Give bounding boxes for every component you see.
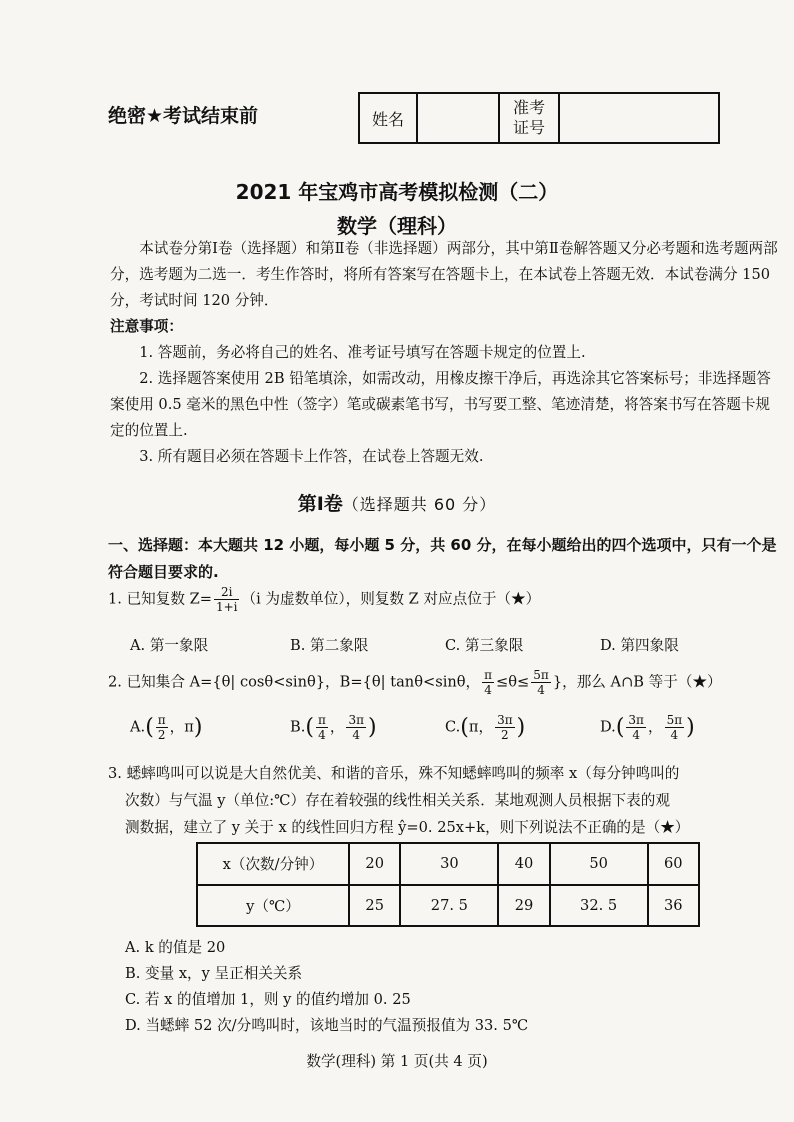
q2-option-c[interactable]: C.(π， $\frac{3\pi}{2}$ ) [445, 713, 526, 742]
question-3-line-1: 3. 蟋蟀鸣叫可以说是大自然优美、和谐的音乐，殊不知蟋蟀鸣叫的频率 x（每分钟鸣叫的 [108, 765, 680, 782]
q3-option-b[interactable]: B. 变量 x，y 呈正相关关系 [125, 965, 303, 982]
notice-title: 注意事项： [110, 318, 183, 335]
name-field[interactable] [417, 93, 499, 143]
exam-title: 2021 年宝鸡市高考模拟检测（二） [235, 180, 559, 204]
notice-item-3: 3. 所有题目必须在答题卡上作答，在试卷上答题无效. [139, 448, 484, 465]
exam-subject: 数学（理科） [337, 214, 457, 238]
name-label: 姓名 [359, 93, 417, 143]
q2-option-a[interactable]: A.( $\frac{\pi}{2}$ ，π) [130, 713, 203, 742]
secret-label: 绝密★考试结束前 [108, 105, 259, 127]
q1-fraction: $\frac{2i}{1+i}$ [215, 585, 238, 614]
q3-data-table [196, 842, 700, 927]
q3-option-d[interactable]: D. 当蟋蟀 52 次/分鸣叫时，该地当时的气温预报值为 33. 5℃ [125, 1017, 529, 1034]
exam-id-label: 准考 证号 [499, 93, 559, 143]
page-footer: 数学(理科) 第 1 页(共 4 页) [306, 1053, 488, 1070]
q3-option-c[interactable]: C. 若 x 的值增加 1，则 y 的值约增加 0. 25 [125, 991, 411, 1008]
table-row: x（次数/分钟） 20 30 40 50 60 [197, 843, 699, 885]
question-1: 1. 已知复数 Z= $\frac{2i}{1+i}$ （i 为虚数单位），则复数 Z 对应点位于（★） [108, 585, 541, 614]
q1-option-a[interactable]: A. 第一象限 [130, 637, 209, 654]
table-row: y（℃） 25 27. 5 29 32. 5 36 [197, 885, 699, 927]
question-2: 2. 已知集合 A={θ| cosθ<sinθ}，B={θ| tanθ<sinθ， $\frac{\pi}{4}$ ≤θ≤ $\frac{5\pi}{4}$ }，那么 A∩B 等于（★） [108, 668, 722, 697]
q1-option-d[interactable]: D. 第四象限 [600, 637, 679, 654]
q2-option-b[interactable]: B.( $\frac{\pi}{4}$ ， $\frac{3\pi}{4}$ ) [290, 713, 377, 742]
question-3-line-3: 测数据，建立了 y 关于 x 的线性回归方程 ŷ=0. 25x+k，则下列说法不正确的是（★） [125, 819, 690, 836]
intro-paragraph: 本试卷分第Ⅰ卷（选择题）和第Ⅱ卷（非选择题）两部分，其中第Ⅱ卷解答题又分必考题和选考题两部分，选考题为二选一．考生作答时，将所有答案写在答题卡上，在本试卷上答题无效．本试卷满分 150 分，考试时间 120 分钟． [110, 240, 778, 309]
q1-option-c[interactable]: C. 第三象限 [445, 637, 524, 654]
exam-id-field[interactable] [559, 93, 719, 143]
candidate-info-table [358, 92, 720, 144]
q1-option-b[interactable]: B. 第二象限 [290, 637, 369, 654]
q2-option-d[interactable]: D.( $\frac{3\pi}{4}$ ， $\frac{5\pi}{4}$ ) [600, 713, 695, 742]
question-3-line-2: 次数）与气温 y（单位:℃）存在着较强的线性相关关系．某地观测人员根据下表的观 [125, 792, 670, 809]
notice-item-2: 2. 选择题答案使用 2B 铅笔填涂，如需改动，用橡皮擦干净后，再选涂其它答案标号；非选择题答案使用 0.5 毫米的黑色中性（签字）笔或碳素笔书写，书写要工整、笔迹清楚，将答案书写在答题卡规定的位置上. [110, 370, 771, 439]
notice-item-1: 1. 答题前，务必将自己的姓名、准考证号填写在答题卡规定的位置上. [139, 344, 586, 361]
section-title: 第Ⅰ卷（选择题共 60 分） [297, 493, 497, 515]
part-title: 一、选择题：本大题共 12 小题，每小题 5 分，共 60 分，在每小题给出的四个选项中，只有一个是符合题目要求的. [108, 536, 777, 581]
q3-option-a[interactable]: A. k 的值是 20 [125, 939, 226, 956]
